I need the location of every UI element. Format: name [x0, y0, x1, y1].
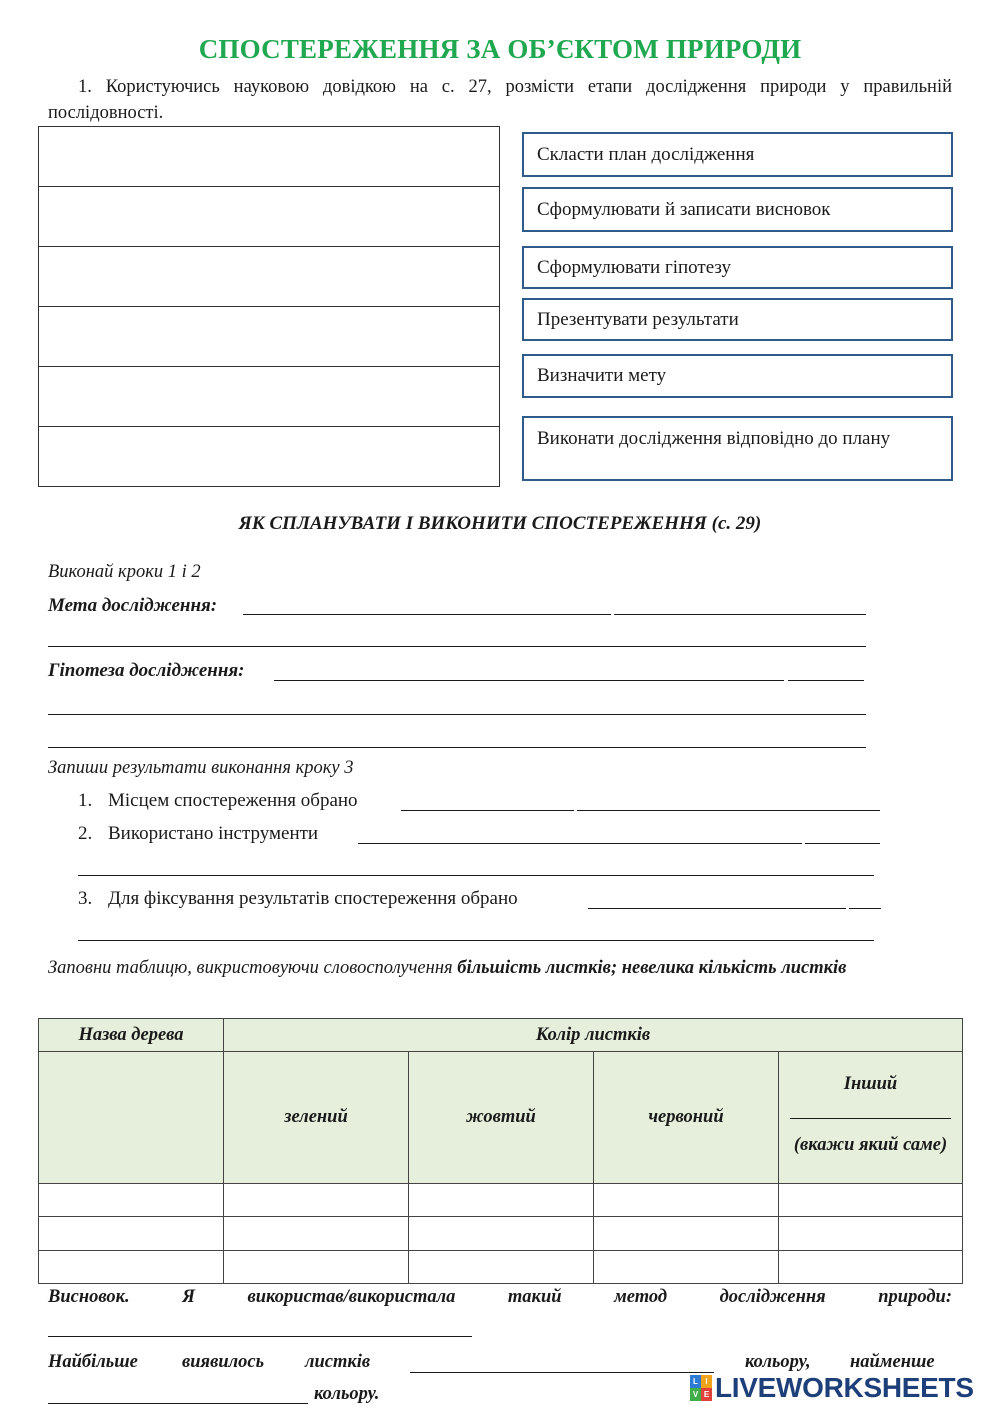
conclusion-word: такий: [507, 1287, 562, 1307]
order-answer-grid: [38, 126, 500, 487]
order-drop-slot[interactable]: [39, 127, 499, 187]
hypothesis-answer-line[interactable]: [48, 747, 866, 748]
stage-card[interactable]: Сформулювати й записати висновок: [522, 187, 953, 232]
least-word: найменше: [850, 1352, 935, 1372]
result-item-number: 1.: [78, 790, 93, 811]
logo-mark-letter: E: [701, 1388, 712, 1401]
place-answer-line[interactable]: [401, 810, 574, 811]
result-item-text: Місцем спостереження обрано: [108, 790, 358, 811]
table-task-intro: [48, 953, 952, 984]
other-color-answer-line[interactable]: [790, 1099, 951, 1119]
table-cell[interactable]: [409, 1217, 594, 1251]
conclusion-word: використав/використала: [247, 1287, 456, 1307]
goal-answer-line[interactable]: [614, 614, 866, 615]
goal-answer-line[interactable]: [243, 614, 611, 615]
table-cell[interactable]: [409, 1184, 594, 1217]
logo-mark-letter: V: [690, 1388, 701, 1401]
table-row: [39, 1184, 963, 1217]
most-word: Найбільше: [48, 1352, 138, 1372]
hypothesis-answer-line[interactable]: [48, 714, 866, 715]
trees-table: [38, 1018, 963, 1284]
most-word: листків: [305, 1352, 371, 1372]
liveworksheets-logo: [690, 1372, 974, 1404]
hypothesis-answer-line[interactable]: [788, 680, 864, 681]
steps-intro: Виконай кроки 1 і 2: [48, 562, 201, 582]
hypothesis-label: Гіпотеза дослідження:: [48, 660, 245, 681]
liveworksheets-logo-text: LIVEWORKSHEETS: [715, 1372, 974, 1403]
tools-answer-line[interactable]: [805, 843, 880, 844]
table-cell[interactable]: [594, 1184, 779, 1217]
place-answer-line[interactable]: [577, 810, 880, 811]
table-row: [39, 1217, 963, 1251]
result-item-number: 2.: [78, 823, 93, 844]
order-drop-slot[interactable]: [39, 427, 499, 487]
order-drop-slot[interactable]: [39, 247, 499, 307]
table-cell[interactable]: [594, 1251, 779, 1284]
other-color-label: Інший: [843, 1074, 898, 1094]
section-heading: ЯК СПЛАНУВАТИ І ВИКОНИТИ СПОСТЕРЕЖЕННЯ (с. 29): [238, 513, 762, 534]
column-header-tree: Назва дерева: [39, 1019, 224, 1052]
most-color-answer-line[interactable]: [410, 1372, 714, 1373]
table-cell[interactable]: [594, 1217, 779, 1251]
order-drop-slot[interactable]: [39, 367, 499, 427]
table-cell[interactable]: [39, 1217, 224, 1251]
table-cell[interactable]: [224, 1251, 409, 1284]
table-task-phrases: більшість листків; невелика кількість листків: [457, 958, 847, 978]
order-drop-slot[interactable]: [39, 307, 499, 367]
conclusion-word: дослідження: [719, 1287, 826, 1307]
recording-answer-line[interactable]: [588, 908, 846, 909]
header-blank-cell: [39, 1052, 224, 1184]
table-cell[interactable]: [409, 1251, 594, 1284]
page-title: СПОСТЕРЕЖЕННЯ ЗА ОБ’ЄКТОМ ПРИРОДИ: [198, 34, 802, 64]
conclusion-word: Висновок.: [48, 1287, 130, 1307]
stage-card[interactable]: Презентувати результати: [522, 298, 953, 341]
table-cell[interactable]: [39, 1184, 224, 1217]
conclusion-line: [48, 1287, 952, 1308]
column-header-yellow: жовтий: [409, 1052, 594, 1184]
stage-card[interactable]: Визначити мету: [522, 354, 953, 398]
conclusion-word: Я: [182, 1287, 195, 1307]
table-cell[interactable]: [39, 1251, 224, 1284]
tools-answer-line[interactable]: [78, 875, 874, 876]
order-drop-slot[interactable]: [39, 187, 499, 247]
column-header-leaf-color: Колір листків: [224, 1019, 963, 1052]
table-cell[interactable]: [779, 1217, 963, 1251]
liveworksheets-logo-icon: [690, 1375, 712, 1401]
goal-answer-line[interactable]: [48, 646, 866, 647]
result-item-text: Використано інструменти: [108, 823, 319, 844]
tools-answer-line[interactable]: [358, 843, 802, 844]
column-header-green: зелений: [224, 1052, 409, 1184]
hypothesis-answer-line[interactable]: [274, 680, 784, 681]
table-task-intro-text: Заповни таблицю, викристовуючи словосполучення: [48, 958, 458, 978]
table-cell[interactable]: [779, 1184, 963, 1217]
logo-mark-letter: I: [701, 1375, 712, 1388]
recording-answer-line[interactable]: [849, 908, 881, 909]
recording-answer-line[interactable]: [78, 940, 874, 941]
table-cell[interactable]: [224, 1217, 409, 1251]
table-row: [39, 1251, 963, 1284]
most-word: виявилось: [182, 1352, 265, 1372]
table-cell[interactable]: [779, 1251, 963, 1284]
column-header-red: червоний: [594, 1052, 779, 1184]
method-answer-line[interactable]: [48, 1336, 472, 1337]
color-word: кольору,: [745, 1352, 811, 1372]
task1-instruction: 1. Користуючись науковою довідкою на с. 27, розмісти етапи дослідження природи у правильній послідовності.: [48, 77, 952, 123]
results-intro: Запиши результати виконання кроку 3: [48, 758, 354, 778]
least-color-answer-line[interactable]: [48, 1403, 308, 1404]
goal-label: Мета дослідження:: [48, 595, 218, 616]
column-header-other: [779, 1052, 963, 1184]
other-color-hint: (вкажи який саме): [793, 1135, 948, 1155]
logo-mark-letter: L: [690, 1375, 701, 1388]
result-item-number: 3.: [78, 888, 93, 909]
conclusion-word: метод: [614, 1287, 668, 1307]
end-word: кольору.: [314, 1384, 380, 1404]
table-cell[interactable]: [224, 1184, 409, 1217]
result-item-text: Для фіксування результатів спостереження обрано: [108, 888, 518, 909]
stage-card[interactable]: Сформулювати гіпотезу: [522, 246, 953, 289]
conclusion-word: природи:: [878, 1287, 952, 1307]
stage-card[interactable]: Виконати дослідження відповідно до плану: [522, 416, 953, 481]
stage-card[interactable]: Скласти план дослідження: [522, 132, 953, 177]
